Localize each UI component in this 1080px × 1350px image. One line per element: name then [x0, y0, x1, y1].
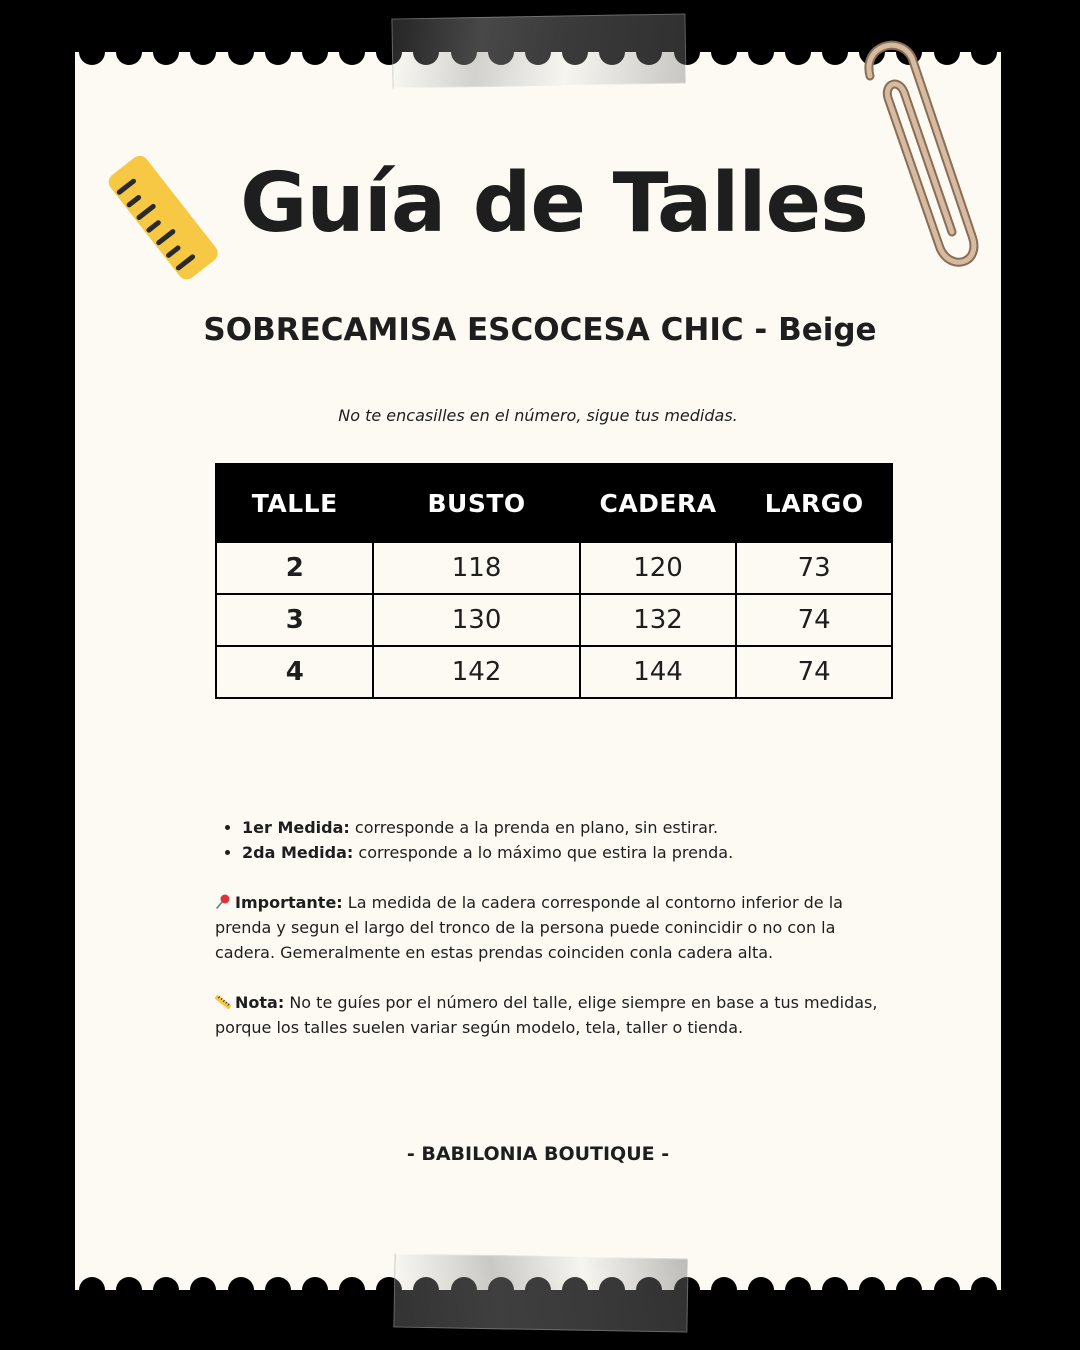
- scallop-notch: [79, 1277, 105, 1303]
- column-header-busto: BUSTO: [373, 464, 579, 542]
- scallop-notch: [748, 1277, 774, 1303]
- scallop-notch: [265, 1277, 291, 1303]
- scallop-notch: [785, 1277, 811, 1303]
- cell-busto: 118: [373, 542, 579, 594]
- table-row: [216, 646, 892, 698]
- list-item: [242, 840, 895, 865]
- cell-talle: 2: [216, 542, 373, 594]
- page-title: Guía de Talles: [240, 156, 868, 251]
- scallop-notch: [785, 39, 811, 65]
- scallop-notch: [79, 39, 105, 65]
- scallop-notch: [228, 1277, 254, 1303]
- cell-busto: 130: [373, 594, 579, 646]
- scallop-notch: [153, 1277, 179, 1303]
- scallop-notch: [822, 1277, 848, 1303]
- scallop-notch: [302, 1277, 328, 1303]
- scallop-notch: [711, 1277, 737, 1303]
- tagline: No te encasilles en el número, sigue tus medidas.: [338, 406, 738, 425]
- scallop-notch: [153, 39, 179, 65]
- ruler-icon: [215, 994, 231, 1010]
- scallop-notch: [971, 1277, 997, 1303]
- scallop-notch: [711, 39, 737, 65]
- scallop-notch: [116, 1277, 142, 1303]
- cell-busto: 142: [373, 646, 579, 698]
- column-header-talle: TALLE: [216, 464, 373, 542]
- scallop-notch: [934, 1277, 960, 1303]
- cell-largo: 74: [736, 646, 892, 698]
- scallop-notch: [896, 1277, 922, 1303]
- column-header-cadera: CADERA: [580, 464, 737, 542]
- product-name: SOBRECAMISA ESCOCESA CHIC - Beige: [203, 312, 877, 348]
- cell-cadera: 132: [580, 594, 737, 646]
- measure-list: [215, 815, 895, 865]
- scallop-notch: [190, 39, 216, 65]
- important-label: Importante:: [235, 893, 343, 912]
- scallop-notch: [302, 39, 328, 65]
- scallop-notch: [859, 1277, 885, 1303]
- cell-largo: 73: [736, 542, 892, 594]
- table-row: [216, 542, 892, 594]
- list-item: [242, 815, 895, 840]
- nota-note: [215, 990, 895, 1040]
- scallop-notch: [339, 39, 365, 65]
- cell-talle: 3: [216, 594, 373, 646]
- note-text: corresponde a lo máximo que estira la prenda.: [353, 843, 734, 862]
- cell-talle: 4: [216, 646, 373, 698]
- table-row: [216, 594, 892, 646]
- brand-footer: - BABILONIA BOUTIQUE -: [406, 1143, 670, 1165]
- nota-text: No te guíes por el número del talle, elige siempre en base a tus medidas, porque los talles suelen variar según modelo, tela, taller o tienda.: [215, 993, 878, 1037]
- scallop-notch: [228, 39, 254, 65]
- tape-bottom: [393, 1253, 688, 1332]
- table-header-row: [216, 464, 892, 542]
- scallop-notch: [190, 1277, 216, 1303]
- important-note: [215, 890, 895, 965]
- notes-section: [215, 815, 895, 1040]
- nota-label: Nota:: [235, 993, 285, 1012]
- note-text: corresponde a la prenda en plano, sin estirar.: [349, 818, 719, 837]
- pushpin-icon: [215, 894, 231, 910]
- scallop-notch: [339, 1277, 365, 1303]
- cell-largo: 74: [736, 594, 892, 646]
- note-label: 1er Medida:: [242, 818, 350, 837]
- tape-top: [391, 13, 686, 88]
- note-label: 2da Medida:: [242, 843, 354, 862]
- scallop-notch: [265, 39, 291, 65]
- scallop-notch: [116, 39, 142, 65]
- size-table: [215, 463, 893, 699]
- scallop-notch: [748, 39, 774, 65]
- column-header-largo: LARGO: [736, 464, 892, 542]
- cell-cadera: 144: [580, 646, 737, 698]
- important-text: La medida de la cadera corresponde al contorno inferior de la prenda y segun el largo del tronco de la persona puede conincidir o no con la cadera. Gemeralmente en estas prendas coinciden conla cadera alta.: [215, 893, 843, 962]
- cell-cadera: 120: [580, 542, 737, 594]
